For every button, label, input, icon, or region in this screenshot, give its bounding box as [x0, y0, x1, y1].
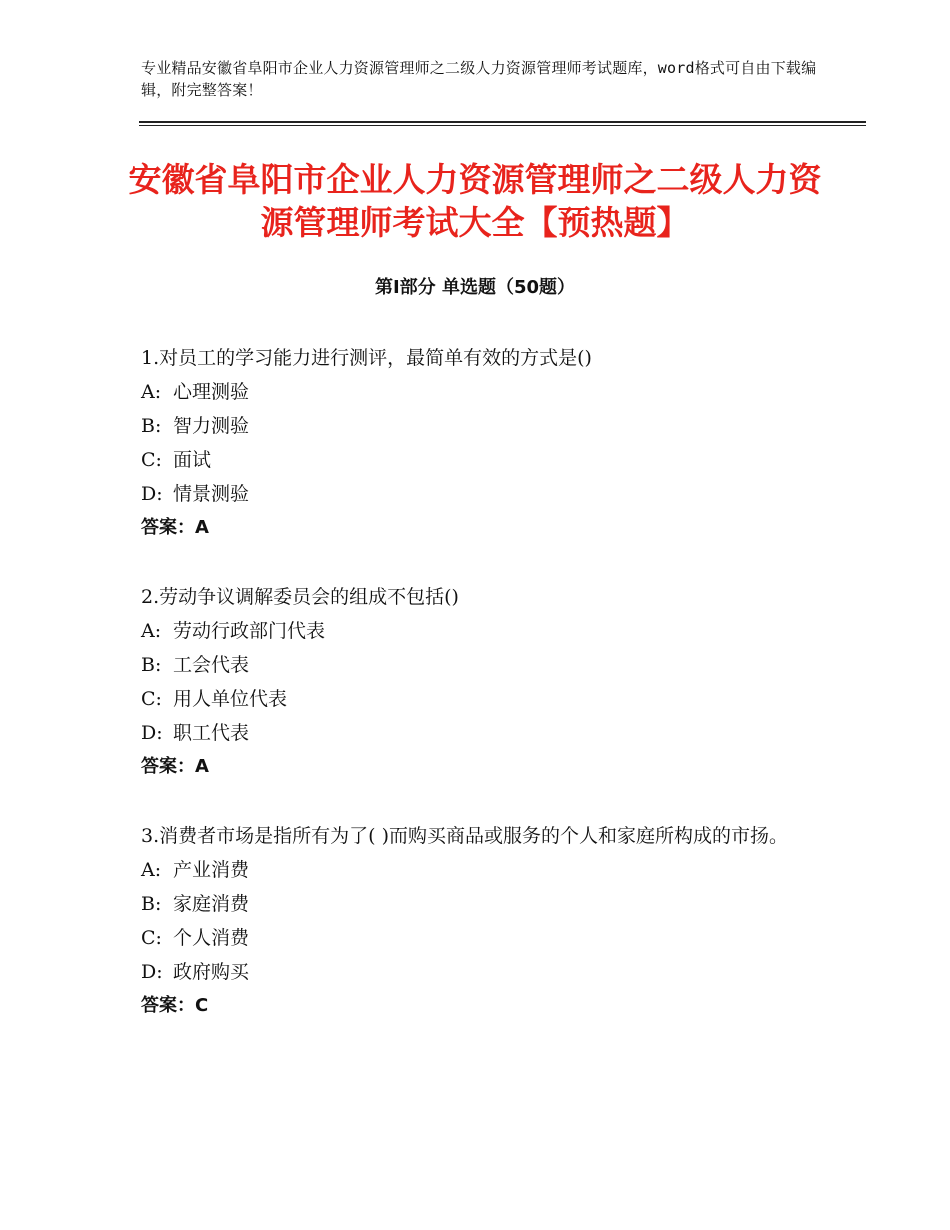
option-text: 家庭消费 — [173, 893, 250, 915]
header-divider-thick-line — [139, 121, 866, 123]
option-a — [141, 375, 821, 409]
option-a — [141, 853, 821, 887]
section-heading: 第Ⅰ部分 单选题（50题） — [374, 277, 575, 298]
question-stem: 1.对员工的学习能力进行测评，最简单有效的方式是() — [141, 347, 592, 369]
document-title: 安徽省阜阳市企业人力资源管理师之二级人力资源管理师考试大全【预热题】 — [128, 160, 822, 242]
option-letter: D: — [141, 483, 163, 505]
option-c — [141, 443, 821, 477]
option-text: 工会代表 — [173, 654, 250, 676]
answer: 答案：A — [141, 756, 209, 777]
option-a — [141, 614, 821, 648]
answer: 答案：C — [141, 995, 209, 1016]
option-text: 个人消费 — [173, 927, 250, 949]
option-text: 用人单位代表 — [173, 688, 288, 710]
question-stem: 3.消费者市场是指所有为了( )而购买商品或服务的个人和家庭所构成的市扬。 — [141, 825, 788, 847]
option-b — [141, 887, 821, 921]
option-text: 政府购买 — [173, 961, 250, 983]
question-stem: 2.劳动争议调解委员会的组成不包括() — [141, 586, 459, 608]
option-b — [141, 648, 821, 682]
option-text: 面试 — [173, 449, 212, 471]
option-text: 心理测验 — [173, 381, 250, 403]
option-d — [141, 716, 821, 750]
option-text: 职工代表 — [173, 722, 250, 744]
option-letter: D: — [141, 722, 163, 744]
header-divider — [139, 121, 866, 127]
option-letter: A: — [141, 620, 162, 642]
option-letter: A: — [141, 859, 162, 881]
option-letter: B: — [141, 654, 162, 676]
option-letter: B: — [141, 893, 162, 915]
option-text: 产业消费 — [173, 859, 250, 881]
option-letter: A: — [141, 381, 162, 403]
option-c — [141, 682, 821, 716]
option-b — [141, 409, 821, 443]
option-letter: C: — [141, 449, 162, 471]
option-c — [141, 921, 821, 955]
header-note: 专业精品安徽省阜阳市企业人力资源管理师之二级人力资源管理师考试题库，word格式可自由下载编辑，附完整答案！ — [141, 59, 817, 99]
option-text: 情景测验 — [173, 483, 250, 505]
option-text: 劳动行政部门代表 — [173, 620, 326, 642]
option-letter: C: — [141, 927, 162, 949]
question-3 — [141, 819, 821, 1023]
header-divider-thin-line — [139, 125, 866, 126]
answer: 答案：A — [141, 517, 209, 538]
question-2 — [141, 580, 821, 784]
option-letter: D: — [141, 961, 163, 983]
option-d — [141, 955, 821, 989]
option-letter: C: — [141, 688, 162, 710]
question-1 — [141, 341, 821, 545]
option-letter: B: — [141, 415, 162, 437]
option-d — [141, 477, 821, 511]
option-text: 智力测验 — [173, 415, 250, 437]
